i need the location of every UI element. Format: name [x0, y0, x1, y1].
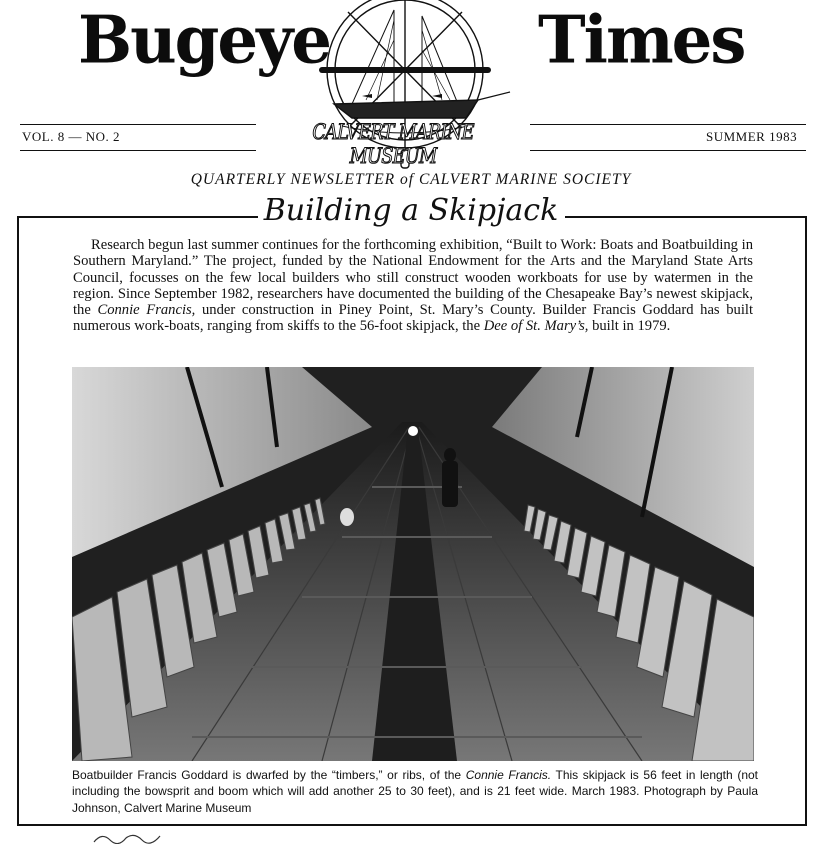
article-body — [73, 237, 753, 335]
skipjack-photo — [72, 367, 754, 761]
issue-season: SUMMER 1983 — [706, 129, 798, 144]
caption-part: This skipjack is 56 feet in length (not including the bowsprit and boom which will add another 25 to 30 feet), and is 21 feet wide. March 1983. Photograph by Paula Johnson, Calvert Marine Museum — [72, 768, 758, 815]
newsletter-subtitle: QUARTERLY NEWSLETTER of CALVERT MARINE SOCIETY — [190, 171, 632, 188]
handwriting-mark — [90, 830, 180, 844]
masthead-rule-right-top — [530, 124, 806, 125]
body-part: Research begun last summer continues for the forthcoming exhibition, “Built to Work: Boats and Boatbuilding in Southern Maryland.” The project, funded by the National Endowment for the Arts and the Maryland State Arts Council, focusses on the few local builders who still construct wooden workboats for use by watermen in the region. Since September 1982, researchers have documented the building of the Chesapeake Bay’s newest skipjack, the — [73, 237, 753, 319]
masthead-title-left: Bugeye — [78, 2, 330, 79]
article-headline — [0, 193, 822, 229]
museum-logo-text: CALVERT MARINE MUSEUM — [312, 120, 474, 168]
photo-caption — [72, 767, 758, 816]
boat-name: Connie Francis. — [465, 768, 552, 782]
boat-name: Connie Francis, — [97, 302, 196, 319]
caption-part: Boatbuilder Francis Goddard is dwarfed by the “timbers,” or ribs, of the — [72, 768, 466, 782]
masthead-rule-right-bottom — [530, 150, 806, 151]
masthead-rule-left-top — [20, 124, 256, 125]
headline-text: Building a Skipjack — [258, 193, 565, 228]
masthead-rule-left-bottom — [20, 150, 256, 151]
volume-number: VOL. 8 — NO. 2 — [22, 129, 120, 144]
masthead-title-right: Times — [538, 2, 745, 79]
body-part: built in 1979. — [588, 318, 671, 335]
body-part: under construction in Piney Point, St. Mary’s County. Builder Francis Goddard has built numerous work-boats, ranging from skiffs to the 56-foot skipjack, the — [73, 302, 754, 335]
boat-name: Dee of St. Mary’s, — [483, 318, 589, 335]
